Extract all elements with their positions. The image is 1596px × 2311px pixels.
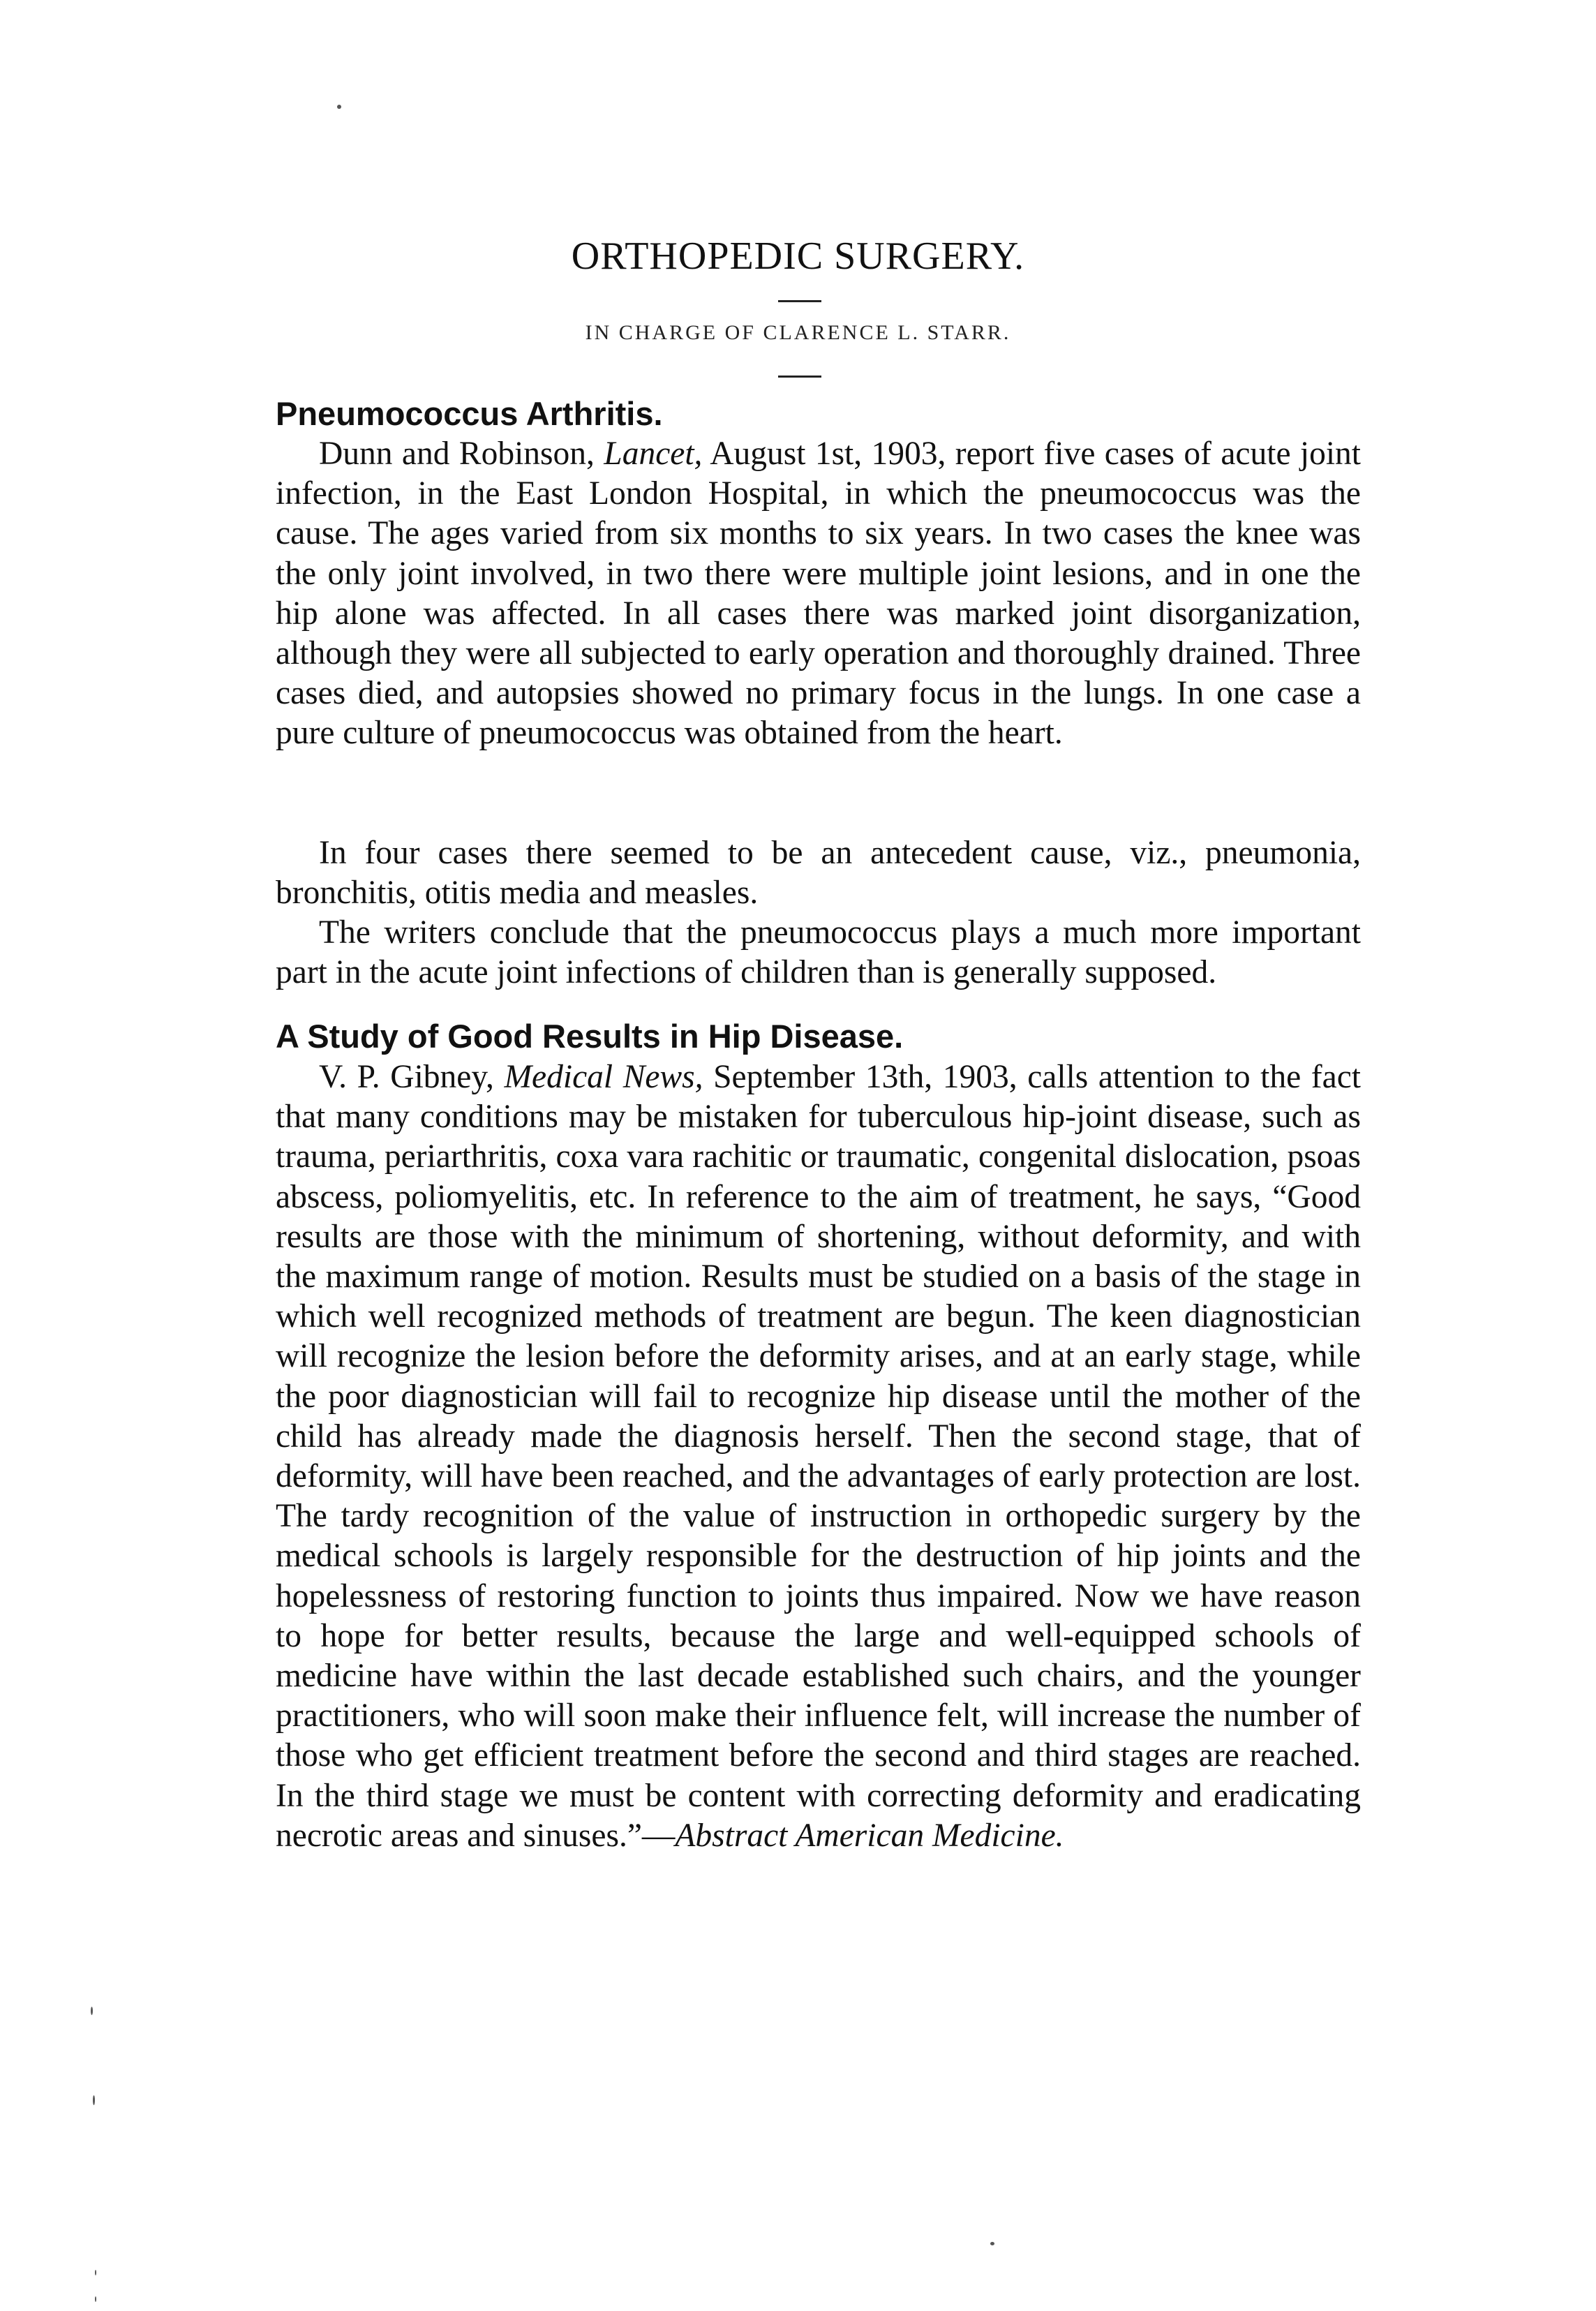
paragraph-text: V. P. Gibney, xyxy=(319,1059,505,1095)
section-heading-pneumococcus: Pneumococcus Arthritis. xyxy=(276,395,663,432)
scan-speck xyxy=(990,2242,994,2245)
journal-title: Medical News, xyxy=(504,1059,703,1095)
paragraph-writers-conclude: The writers conclude that the pneumococcus plays a much more important part in the acute joint infections of children than is generally supposed. xyxy=(276,914,1361,991)
scan-speck xyxy=(95,2296,96,2302)
title-rule xyxy=(778,300,821,302)
scan-speck xyxy=(337,105,341,109)
scan-speck xyxy=(91,2007,93,2015)
charge-rule xyxy=(778,376,821,378)
paragraph-text: Dunn and Robinson, xyxy=(319,436,604,472)
paragraph-text: September 13th, 1903, calls attention to the fact that many conditions may be mistaken for tuberculous hip-joint disease, such as trauma, periarthritis, coxa vara rachitic or traumatic, congenital dislocation, psoas abscess, poliomyelitis, etc. In reference to the aim of treatment, he says, “Good results are those with the minimum of shortening, without deformity, and with the maximum range of motion. Results must be studied on a basis of the stage in which well recognized methods of treatment are begun. The keen diagnostician will recognize the lesion before the deformity arises, and at an early stage, while the poor diagnostician will fail to recognize hip disease until the mother of the child has already made the diagnosis herself. Then the second stage, that of deformity, will have been reached, and the advantages of early protection are lost. The tardy recognition of the value of instruction in orthopedic surgery by the medical schools is largely responsible for the destruction of hip joints and the hopelessness of restoring function to joints thus impaired. Now we have reason to hope for better results, because the large and well-equipped schools of medicine have within the last decade established such chairs, and the younger practitioners, who will soon make their influence felt, will increase the number of those who get efficient treatment before the second and third stages are reached. In the third stage we must be content with correcting deformity and eradicating necrotic areas and sinuses.”— xyxy=(276,1059,1361,1854)
paragraph-antecedent-cause: In four cases there seemed to be an antecedent cause, viz., pneumonia, bronchitis, otitis media and measles. xyxy=(276,835,1361,912)
paragraph-dunn-robinson xyxy=(276,434,1361,754)
in-charge-line: IN CHARGE OF CLARENCE L. STARR. xyxy=(585,321,1011,344)
paragraph-gibney xyxy=(276,1057,1361,1856)
scan-speck xyxy=(95,2270,96,2275)
section-heading-hip-disease: A Study of Good Results in Hip Disease. xyxy=(276,1018,904,1055)
journal-title: Lancet, xyxy=(604,436,703,472)
paragraph-text: August 1st, 1903, report five cases of acute joint infection, in the East London Hospital, in which the pneumococcus was the cause. The ages varied from six months to six years. In two cases the knee was the only joint involved, in two there were multiple joint lesions, and in one the hip alone was affected. In all cases there was marked joint disorganization, although they were all subjected to early operation and thoroughly drained. Three cases died, and autopsies showed no primary focus in the lungs. In one case a pure culture of pneumococcus was obtained from the heart. xyxy=(276,436,1362,752)
page-title: ORTHOPEDIC SURGERY. xyxy=(571,235,1025,278)
source-citation: Abstract American Medicine. xyxy=(675,1817,1064,1854)
scan-speck xyxy=(93,2095,95,2105)
